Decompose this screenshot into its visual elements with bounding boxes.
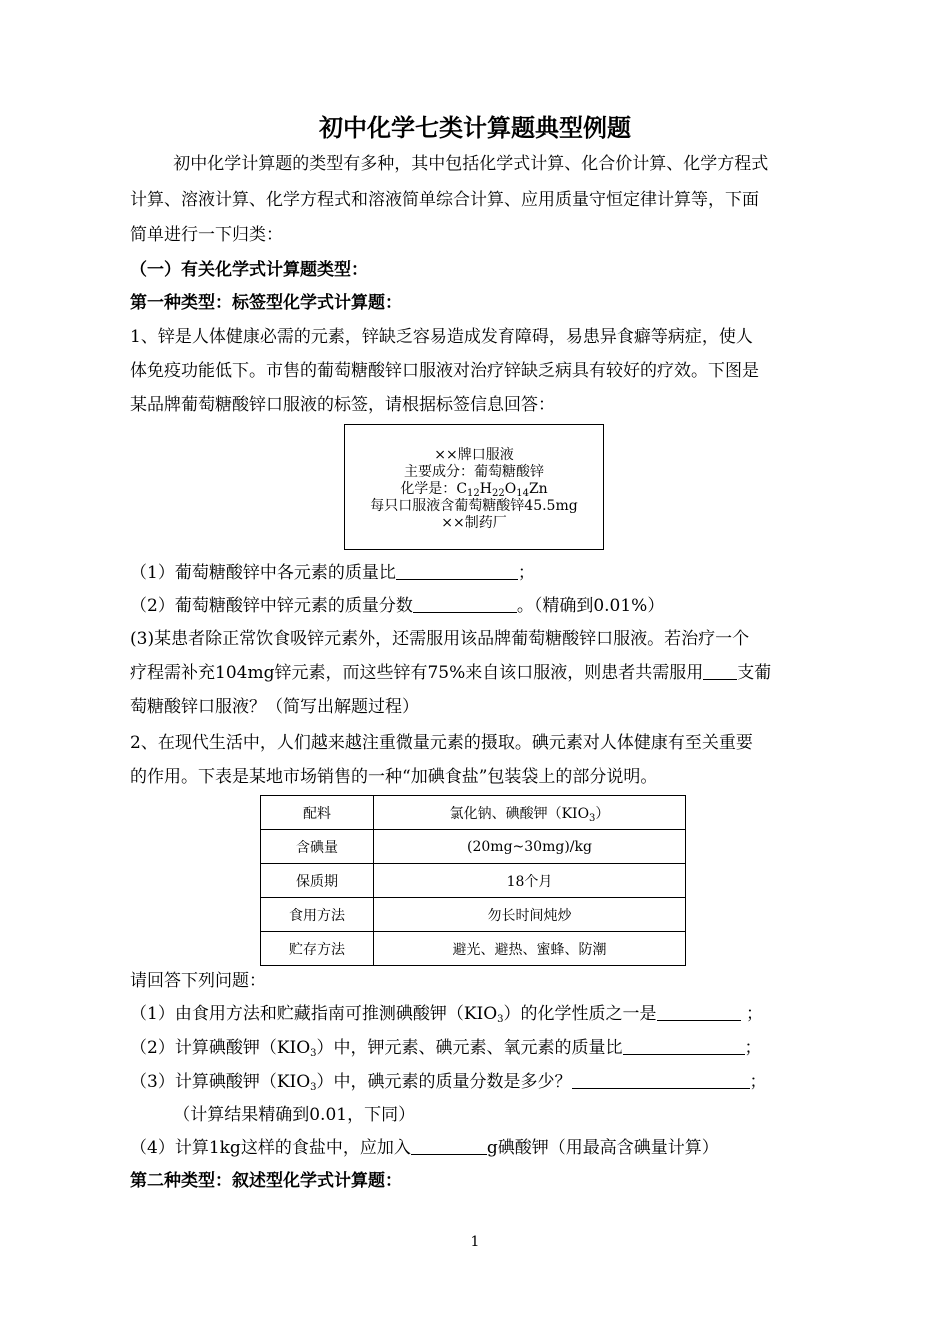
page-title: 初中化学七类计算题典型例题 xyxy=(319,114,631,142)
table-cell-value: 勿长时间炖炒 xyxy=(374,898,686,932)
intro-line-3: 简单进行一下归类： xyxy=(130,225,283,245)
q1-line-1: 1、锌是人体健康必需的元素，锌缺乏容易造成发育障碍，易患异食癖等病症，使人 xyxy=(130,327,753,347)
q2-sub1: （1）由食用方法和贮藏指南可推测碘酸钾$(KIO_3)$的化学性质之一是 ； xyxy=(130,1004,763,1025)
table-cell-key: 配料 xyxy=(261,796,374,830)
intro-line-2: 计算、溶液计算、化学方程式和溶液简单综合计算、应用质量守恒定律计算等，下面 xyxy=(130,190,759,210)
q1-sub3-line-2: 疗程需补充104mg锌元素，而这些锌有75%来自该口服液，则患者共需服用 支葡 xyxy=(130,663,772,683)
table-row xyxy=(261,830,686,864)
section1-heading: （一）有关化学式计算题类型： xyxy=(130,260,368,280)
table-cell-value: 氯化钠、碘酸钾$(KIO_3)$ xyxy=(374,796,686,830)
q2-line-1: 2、在现代生活中，人们越来越注重微量元素的摄取。碘元素对人体健康有至关重要 xyxy=(130,733,753,753)
q2-sub3-note: （计算结果精确到0.01，下同） xyxy=(173,1105,416,1125)
q1-sub3-line-1: (3)某患者除正常饮食吸锌元素外，还需服用该品牌葡萄糖酸锌口服液。若治疗一个 xyxy=(130,629,750,649)
label-brand: ××牌口服液 xyxy=(434,447,514,463)
table-cell-key: 含碘量 xyxy=(261,830,374,864)
intro-text-1: 初中化学计算题的类型有多种，其中包括化学式计算、化合价计算、化学方程式 xyxy=(173,154,769,174)
answer-blank[interactable] xyxy=(413,594,517,613)
table-cell-key: 食用方法 xyxy=(261,898,374,932)
table-cell-key: 贮存方法 xyxy=(261,932,374,966)
table-row xyxy=(261,932,686,966)
answer-blank[interactable] xyxy=(411,1136,487,1155)
q2-line-2: 的作用。下表是某地市场销售的一种“加碘食盐”包装袋上的部分说明。 xyxy=(130,767,658,787)
type2-heading: 第二种类型：叙述型化学式计算题： xyxy=(130,1171,402,1191)
answer-blank[interactable] xyxy=(396,561,518,580)
table-cell-value: 18个月 xyxy=(374,864,686,898)
q1-sub1: （1）葡萄糖酸锌中各元素的质量比 ； xyxy=(130,563,535,583)
q2-sub3: （3）计算碘酸钾$(KIO_3)$中，碘元素的质量分数是多少？ ； xyxy=(130,1072,767,1093)
intro-line-1 xyxy=(130,147,830,181)
q2-sub4: （4）计算1kg这样的食盐中，应加入 g碘酸钾（用最高含碘量计算） xyxy=(130,1138,719,1158)
label-content: 每只口服液含葡萄糖酸锌45.5mg xyxy=(370,498,578,514)
q1-sub3-line-3: 萄糖酸锌口服液？（简写出解题过程） xyxy=(130,697,419,717)
answer-blank[interactable] xyxy=(703,661,737,680)
answer-blank[interactable] xyxy=(657,1002,741,1021)
table-row xyxy=(261,898,686,932)
salt-info-table xyxy=(260,795,686,966)
answer-blank[interactable] xyxy=(572,1070,750,1089)
label-ingredient: 主要成分：葡萄糖酸锌 xyxy=(404,464,544,480)
q2-sub2: （2）计算碘酸钾$(KIO_3)$中，钾元素、碘元素、氧元素的质量比 ； xyxy=(130,1038,762,1059)
q2-prompt: 请回答下列问题： xyxy=(130,971,266,991)
page-number: 1 xyxy=(470,1234,480,1250)
label-manufacturer: ××制药厂 xyxy=(441,515,507,531)
type1-heading: 第一种类型：标签型化学式计算题： xyxy=(130,293,402,313)
table-cell-value: (20mg~30mg)/kg xyxy=(374,830,686,864)
product-label-box xyxy=(344,424,604,550)
label-formula: 化学是：$C_{12}H_{22}O_{14}Zn$ xyxy=(400,481,548,499)
q1-line-2: 体免疫功能低下。市售的葡萄糖酸锌口服液对治疗锌缺乏病具有较好的疗效。下图是 xyxy=(130,361,759,381)
table-row xyxy=(261,864,686,898)
table-cell-value: 避光、避热、蜜蜂、防潮 xyxy=(374,932,686,966)
q1-line-3: 某品牌葡萄糖酸锌口服液的标签，请根据标签信息回答： xyxy=(130,395,555,415)
q1-sub2: （2）葡萄糖酸锌中锌元素的质量分数 。（精确到0.01%） xyxy=(130,596,665,616)
answer-blank[interactable] xyxy=(623,1036,745,1055)
table-cell-key: 保质期 xyxy=(261,864,374,898)
table-row xyxy=(261,796,686,830)
